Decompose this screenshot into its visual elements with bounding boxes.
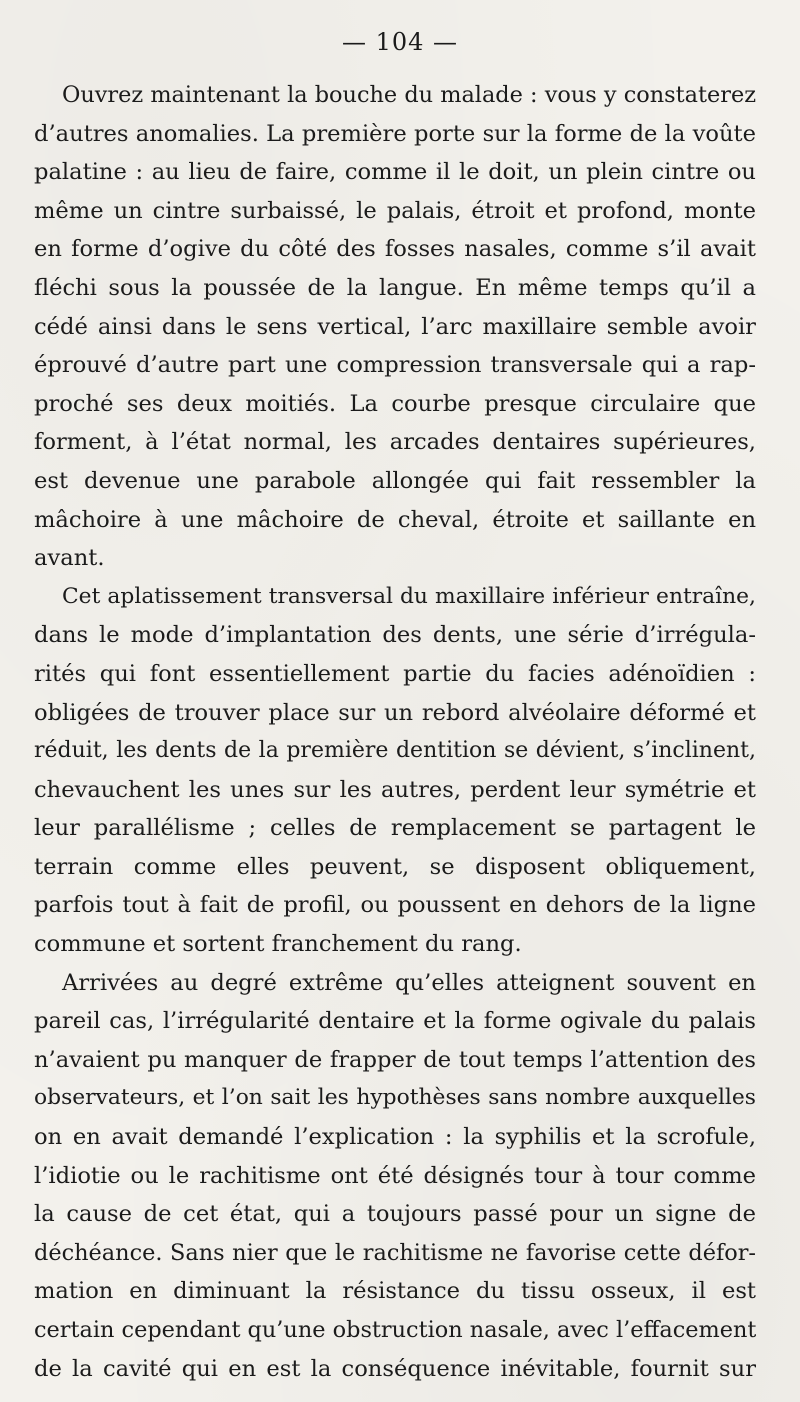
- text-line: avant.: [34, 545, 105, 572]
- text-line: la cause de cet état, qui a toujours passé pour un signe de: [34, 1201, 756, 1228]
- text-line: on en avait demandé l’explication : la syphilis et la scrofule,: [34, 1124, 756, 1151]
- text-line: est devenue une parabole allongée qui fait ressembler la: [34, 467, 756, 494]
- text-line: palatine : au lieu de faire, comme il le doit, un plein cintre ou: [34, 159, 756, 186]
- text-line: fléchi sous la poussée de la langue. En même temps qu’il a: [34, 274, 756, 301]
- text-line: parfois tout à fait de profil, ou poussent en dehors de la ligne: [34, 892, 756, 919]
- text-line: terrain comme elles peuvent, se disposent obliquement,: [34, 853, 756, 880]
- page-number: — 104 —: [341, 28, 459, 56]
- text-line: réduit, les dents de la première dentition se dévient, s’inclinent,: [34, 738, 756, 764]
- text-line: rités qui font essentiellement partie du facies adénoïdien :: [34, 660, 756, 687]
- text-line: pareil cas, l’irrégularité dentaire et la forme ogivale du palais: [34, 1008, 756, 1035]
- text-line: obligées de trouver place sur un rebord alvéolaire déformé et: [34, 699, 756, 726]
- text-line: de la cavité qui en est la conséquence inévitable, fournit sur: [34, 1355, 756, 1382]
- text-line: leur parallélisme ; celles de remplacement se partagent le: [34, 815, 756, 842]
- text-line: déchéance. Sans nier que le rachitisme ne favorise cette défor-: [34, 1239, 756, 1266]
- text-line: certain cependant qu’une obstruction nasale, avec l’effacement: [34, 1317, 756, 1343]
- text-line: observateurs, et l’on sait les hypothèses sans nombre auxquelles: [34, 1085, 756, 1111]
- text-line: dans le mode d’implantation des dents, une série d’irrégula-: [34, 622, 756, 649]
- text-line: commune et sortent franchement du rang.: [34, 931, 522, 958]
- text-line: même un cintre surbaissé, le palais, étroit et profond, monte: [34, 197, 756, 224]
- text-line: Ouvrez maintenant la bouche du malade : vous y constaterez: [62, 82, 756, 108]
- text-line: Cet aplatissement transversal du maxillaire inférieur entraîne,: [62, 583, 756, 609]
- text-line: mation en diminuant la résistance du tissu osseux, il est: [34, 1278, 756, 1305]
- text-line: Arrivées au degré extrême qu’elles atteignent souvent en: [62, 969, 756, 996]
- text-line: éprouvé d’autre part une compression transversale qui a rap-: [34, 352, 756, 379]
- text-line: forment, à l’état normal, les arcades dentaires supérieures,: [34, 429, 756, 456]
- text-line: d’autres anomalies. La première porte sur la forme de la voûte: [34, 120, 756, 147]
- text-line: mâchoire à une mâchoire de cheval, étroite et saillante en: [34, 506, 756, 533]
- text-line: l’idiotie ou le rachitisme ont été désignés tour à tour comme: [34, 1162, 756, 1189]
- text-line: proché ses deux moitiés. La courbe presque circulaire que: [34, 390, 756, 417]
- text-line: en forme d’ogive du côté des fosses nasales, comme s’il avait: [34, 236, 756, 263]
- text-line: n’avaient pu manquer de frapper de tout temps l’attention des: [34, 1046, 756, 1073]
- text-line: cédé ainsi dans le sens vertical, l’arc maxillaire semble avoir: [34, 313, 756, 340]
- text-line: chevauchent les unes sur les autres, perdent leur symétrie et: [34, 776, 756, 803]
- body-text: [34, 76, 756, 1388]
